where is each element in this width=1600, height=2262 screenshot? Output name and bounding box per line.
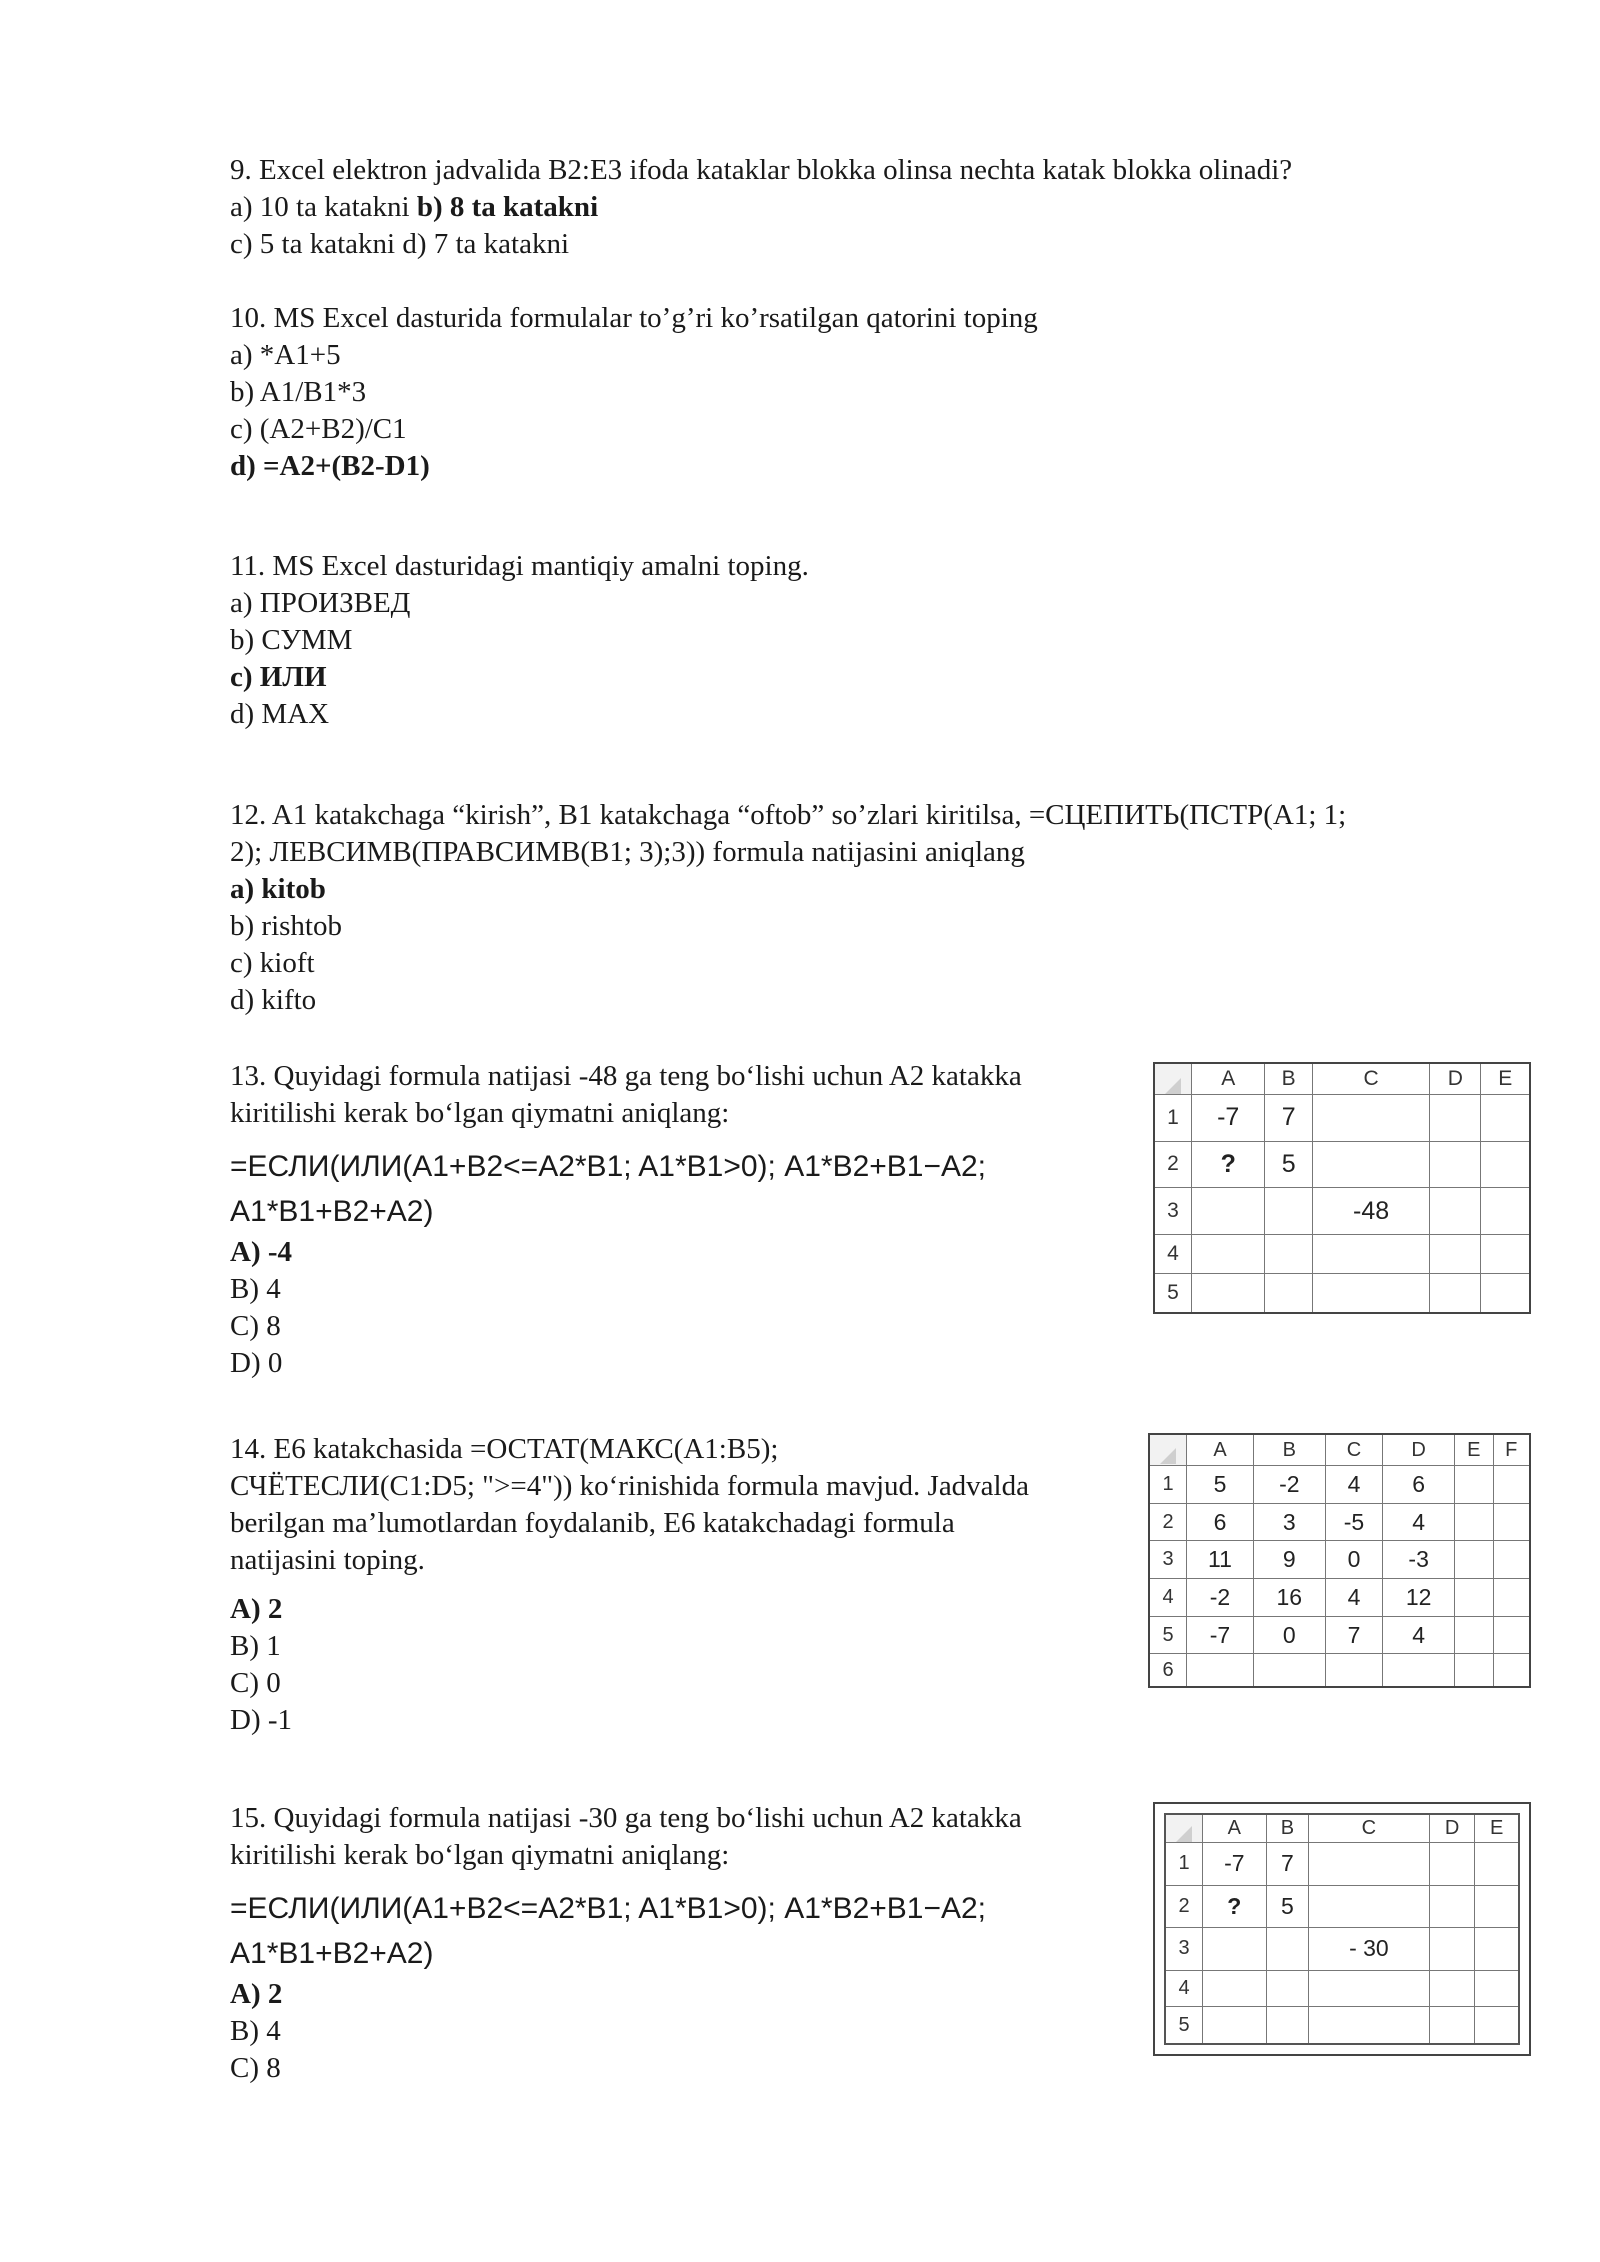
cell-a1: -7 — [1192, 1095, 1265, 1142]
cell-c4: 4 — [1325, 1579, 1383, 1617]
cell-a1: 5 — [1187, 1466, 1254, 1504]
select-all-corner — [1154, 1063, 1192, 1095]
cell-b4: 16 — [1254, 1579, 1326, 1617]
cell-c1 — [1309, 1843, 1430, 1886]
row-header-2: 2 — [1149, 1503, 1187, 1541]
table-row — [1165, 1928, 1519, 1971]
option-b: b) A1/B1*3 — [230, 376, 367, 408]
column-header-row — [1149, 1434, 1530, 1466]
cell-c2: -5 — [1325, 1503, 1383, 1541]
corner-triangle-icon — [1165, 1078, 1181, 1094]
row-header-1: 1 — [1165, 1843, 1203, 1886]
column-header-e: E — [1475, 1814, 1519, 1843]
question-13-text-line2: kiritilishi kerak bo‘lgan qiymatni aniqlang: — [230, 1097, 730, 1129]
cell-c5 — [1309, 2007, 1430, 2044]
option-a-correct: A) 2 — [230, 1593, 283, 1625]
table-row — [1154, 1188, 1530, 1235]
cell-d4 — [1430, 1234, 1481, 1273]
cell-f2 — [1493, 1503, 1530, 1541]
question-14-text-line1: 14. E6 katakchasida =ОСТАТ(МАКС(A1:B5); — [230, 1433, 779, 1465]
question-13-text-line1: 13. Quyidagi formula natijasi -48 ga teng bo‘lishi uchun A2 katakka — [230, 1060, 1022, 1092]
question-15-formula-line1: =ЕСЛИ(ИЛИ(A1+B2<=A2*B1; A1*B1>0); A1*B2+B1−A2; — [230, 1892, 987, 1925]
question-9-options-ab — [230, 189, 1292, 226]
table-row — [1149, 1541, 1530, 1579]
cell-d3 — [1429, 1928, 1475, 1971]
question-14 — [230, 1431, 1029, 1739]
question-9-options-cd: c) 5 ta katakni d) 7 ta katakni — [230, 228, 570, 260]
option-a-correct: A) -4 — [230, 1236, 293, 1268]
cell-e1 — [1475, 1843, 1519, 1886]
column-header-b: B — [1266, 1814, 1309, 1843]
cell-f6 — [1493, 1654, 1530, 1687]
question-12 — [230, 797, 1346, 1019]
column-header-d: D — [1429, 1814, 1475, 1843]
option-c: c) kioft — [230, 947, 315, 979]
spreadsheet-table-14 — [1148, 1433, 1531, 1688]
table-row — [1149, 1616, 1530, 1654]
cell-b1: 7 — [1265, 1095, 1312, 1142]
cell-d5 — [1430, 1273, 1481, 1313]
cell-a4 — [1192, 1234, 1265, 1273]
table-row — [1149, 1579, 1530, 1617]
cell-c2 — [1312, 1141, 1429, 1188]
question-13-formula-line1: =ЕСЛИ(ИЛИ(A1+B2<=A2*B1; A1*B1>0); A1*B2+B1−A2; — [230, 1150, 987, 1183]
option-a-correct: A) 2 — [230, 1978, 283, 2010]
cell-b1: -2 — [1254, 1466, 1326, 1504]
table-row — [1165, 1885, 1519, 1928]
cell-c3: -48 — [1312, 1188, 1429, 1235]
cell-c4 — [1312, 1234, 1429, 1273]
cell-d3: -3 — [1383, 1541, 1455, 1579]
option-d: D) 0 — [230, 1347, 283, 1379]
cell-d3 — [1430, 1188, 1481, 1235]
cell-b2: 5 — [1265, 1141, 1312, 1188]
question-14-text-line2: СЧЁТЕСЛИ(C1:D5; ">=4")) ko‘rinishida formula mavjud. Jadvalda — [230, 1470, 1029, 1502]
cell-c4 — [1309, 1970, 1430, 2006]
option-c: c) (A2+B2)/C1 — [230, 413, 407, 445]
column-header-a: A — [1187, 1434, 1254, 1466]
column-header-b: B — [1254, 1434, 1326, 1466]
cell-e2 — [1481, 1141, 1530, 1188]
cell-e5 — [1454, 1616, 1493, 1654]
option-c-correct: c) ИЛИ — [230, 661, 327, 693]
cell-e1 — [1481, 1095, 1530, 1142]
cell-b3 — [1265, 1188, 1312, 1235]
row-header-1: 1 — [1149, 1466, 1187, 1504]
cell-e1 — [1454, 1466, 1493, 1504]
cell-f5 — [1493, 1616, 1530, 1654]
cell-d5 — [1429, 2007, 1475, 2044]
column-header-d: D — [1383, 1434, 1455, 1466]
column-header-a: A — [1203, 1814, 1267, 1843]
cell-e4 — [1475, 1970, 1519, 2006]
cell-d1 — [1430, 1095, 1481, 1142]
option-a: a) 10 ta katakni — [230, 191, 417, 223]
cell-b5: 0 — [1254, 1616, 1326, 1654]
table-row — [1154, 1234, 1530, 1273]
cell-e4 — [1481, 1234, 1530, 1273]
column-header-row — [1165, 1814, 1519, 1843]
option-b: B) 1 — [230, 1630, 281, 1662]
row-header-2: 2 — [1165, 1885, 1203, 1928]
cell-b6 — [1254, 1654, 1326, 1687]
cell-d1 — [1429, 1843, 1475, 1886]
column-header-row — [1154, 1063, 1530, 1095]
column-header-d: D — [1430, 1063, 1481, 1095]
cell-a5 — [1203, 2007, 1267, 2044]
cell-c1: 4 — [1325, 1466, 1383, 1504]
cell-e5 — [1475, 2007, 1519, 2044]
question-15-text-line1: 15. Quyidagi formula natijasi -30 ga teng bo‘lishi uchun A2 katakka — [230, 1802, 1022, 1834]
spreadsheet-table-13 — [1153, 1062, 1531, 1314]
option-a-correct: a) kitob — [230, 873, 326, 905]
column-header-b: B — [1265, 1063, 1312, 1095]
row-header-1: 1 — [1154, 1095, 1192, 1142]
cell-c6 — [1325, 1654, 1383, 1687]
corner-triangle-icon — [1176, 1826, 1192, 1842]
cell-b4 — [1266, 1970, 1309, 2006]
cell-a4 — [1203, 1970, 1267, 2006]
cell-f3 — [1493, 1541, 1530, 1579]
option-d: d) MAX — [230, 698, 330, 730]
column-header-e: E — [1454, 1434, 1493, 1466]
select-all-corner — [1149, 1434, 1187, 1466]
option-d: D) -1 — [230, 1704, 293, 1736]
row-header-5: 5 — [1165, 2007, 1203, 2044]
table-row — [1154, 1141, 1530, 1188]
cell-a4: -2 — [1187, 1579, 1254, 1617]
question-14-text-line3: berilgan ma’lumotlardan foydalanib, E6 katakchadagi formula — [230, 1507, 955, 1539]
cell-d2 — [1430, 1141, 1481, 1188]
row-header-5: 5 — [1149, 1616, 1187, 1654]
question-9 — [230, 152, 1292, 263]
column-header-e: E — [1481, 1063, 1530, 1095]
table-row — [1165, 1970, 1519, 2006]
option-c: C) 0 — [230, 1667, 281, 1699]
cell-c2 — [1309, 1885, 1430, 1928]
cell-e2 — [1454, 1503, 1493, 1541]
question-14-text-line4: natijasini toping. — [230, 1544, 425, 1576]
cell-b1: 7 — [1266, 1843, 1309, 1886]
table-row — [1149, 1654, 1530, 1687]
cell-d5: 4 — [1383, 1616, 1455, 1654]
option-d-correct: d) =A2+(B2-D1) — [230, 450, 430, 482]
cell-a3: 11 — [1187, 1541, 1254, 1579]
cell-e2 — [1475, 1885, 1519, 1928]
option-b: B) 4 — [230, 2015, 281, 2047]
cell-c5: 7 — [1325, 1616, 1383, 1654]
option-d: d) kifto — [230, 984, 317, 1016]
row-header-5: 5 — [1154, 1273, 1192, 1313]
spreadsheet-table-15 — [1164, 1813, 1520, 2045]
row-header-6: 6 — [1149, 1654, 1187, 1687]
cell-b2: 5 — [1266, 1885, 1309, 1928]
option-c: C) 8 — [230, 1310, 281, 1342]
question-10 — [230, 300, 1038, 485]
cell-a5: -7 — [1187, 1616, 1254, 1654]
cell-a2: 6 — [1187, 1503, 1254, 1541]
cell-d4: 12 — [1383, 1579, 1455, 1617]
question-10-text: 10. MS Excel dasturida formulalar to’g’ri ko’rsatilgan qatorini toping — [230, 302, 1038, 334]
cell-a3 — [1203, 1928, 1267, 1971]
cell-a5 — [1192, 1273, 1265, 1313]
option-b: b) rishtob — [230, 910, 342, 942]
table-row — [1154, 1273, 1530, 1313]
question-15-formula-line2: A1*B1+B2+A2) — [230, 1937, 434, 1970]
column-header-c: C — [1309, 1814, 1430, 1843]
cell-b2: 3 — [1254, 1503, 1326, 1541]
cell-a6 — [1187, 1654, 1254, 1687]
cell-f4 — [1493, 1579, 1530, 1617]
cell-e4 — [1454, 1579, 1493, 1617]
cell-c3: 0 — [1325, 1541, 1383, 1579]
cell-b3 — [1266, 1928, 1309, 1971]
cell-b4 — [1265, 1234, 1312, 1273]
row-header-2: 2 — [1154, 1141, 1192, 1188]
option-b-correct: b) 8 ta katakni — [416, 191, 599, 223]
column-header-a: A — [1192, 1063, 1265, 1095]
row-header-4: 4 — [1165, 1970, 1203, 2006]
cell-b5 — [1265, 1273, 1312, 1313]
cell-c5 — [1312, 1273, 1429, 1313]
cell-e5 — [1481, 1273, 1530, 1313]
cell-e3 — [1481, 1188, 1530, 1235]
row-header-3: 3 — [1149, 1541, 1187, 1579]
row-header-4: 4 — [1154, 1234, 1192, 1273]
question-15-text-line2: kiritilishi kerak bo‘lgan qiymatni aniqlang: — [230, 1839, 730, 1871]
cell-a1: -7 — [1203, 1843, 1267, 1886]
question-12-text-line2: 2); ЛЕВСИМВ(ПРАВСИМВ(B1; 3);3)) formula natijasini aniqlang — [230, 836, 1025, 868]
cell-d4 — [1429, 1970, 1475, 2006]
table-row — [1149, 1466, 1530, 1504]
cell-c1 — [1312, 1095, 1429, 1142]
table-row — [1165, 1843, 1519, 1886]
question-12-text-line1: 12. A1 katakchaga “kirish”, B1 katakchaga “oftob” so’zlari kiritilsa, =СЦЕПИТЬ(ПСТР(A1; 1; — [230, 799, 1347, 831]
cell-d1: 6 — [1383, 1466, 1455, 1504]
cell-c3: - 30 — [1309, 1928, 1430, 1971]
question-11 — [230, 548, 809, 733]
cell-b3: 9 — [1254, 1541, 1326, 1579]
cell-d2 — [1429, 1885, 1475, 1928]
option-a: a) *A1+5 — [230, 339, 341, 371]
question-11-text: 11. MS Excel dasturidagi mantiqiy amalni toping. — [230, 550, 809, 582]
question-13 — [230, 1058, 1022, 1382]
column-header-c: C — [1312, 1063, 1429, 1095]
table-row — [1149, 1503, 1530, 1541]
option-c: C) 8 — [230, 2052, 281, 2084]
cell-b5 — [1266, 2007, 1309, 2044]
cell-a2: ? — [1192, 1141, 1265, 1188]
option-a: a) ПРОИЗВЕД — [230, 587, 411, 619]
question-9-text: 9. Excel elektron jadvalida B2:E3 ifoda kataklar blokka olinsa nechta katak blokka olinadi? — [230, 154, 1293, 186]
select-all-corner — [1165, 1814, 1203, 1843]
table-row — [1154, 1095, 1530, 1142]
question-15 — [230, 1800, 1022, 2087]
cell-a3 — [1192, 1188, 1265, 1235]
corner-triangle-icon — [1160, 1448, 1176, 1464]
column-header-f: F — [1493, 1434, 1530, 1466]
option-b: B) 4 — [230, 1273, 281, 1305]
cell-f1 — [1493, 1466, 1530, 1504]
row-header-3: 3 — [1165, 1928, 1203, 1971]
cell-d2: 4 — [1383, 1503, 1455, 1541]
cell-a2: ? — [1203, 1885, 1267, 1928]
row-header-3: 3 — [1154, 1188, 1192, 1235]
row-header-4: 4 — [1149, 1579, 1187, 1617]
cell-e6 — [1454, 1654, 1493, 1687]
table-row — [1165, 2007, 1519, 2044]
question-13-formula-line2: A1*B1+B2+A2) — [230, 1195, 434, 1228]
column-header-c: C — [1325, 1434, 1383, 1466]
option-b: b) СУММ — [230, 624, 353, 656]
cell-e3 — [1475, 1928, 1519, 1971]
cell-d6 — [1383, 1654, 1455, 1687]
cell-e3 — [1454, 1541, 1493, 1579]
